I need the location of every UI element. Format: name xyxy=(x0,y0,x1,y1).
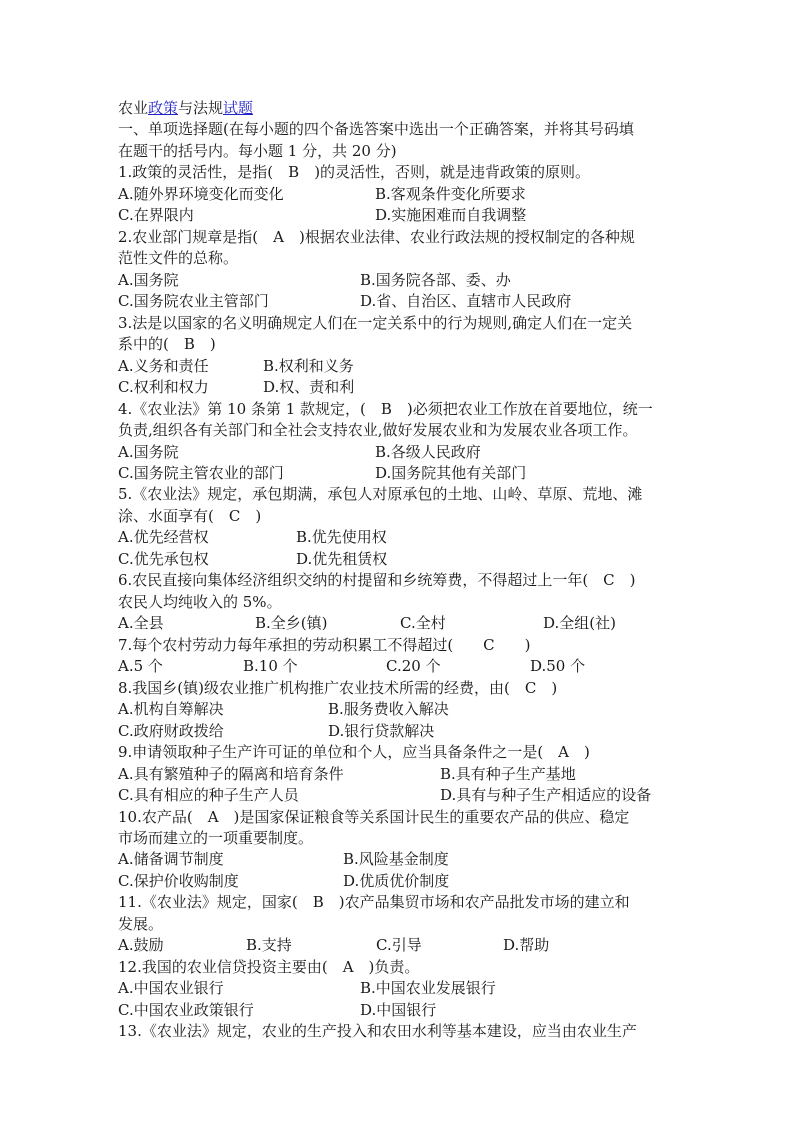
question-stem: 发展。 xyxy=(118,914,164,933)
question-stem: 7.每个农村劳动力每年承担的劳动积累工不得超过( C ) xyxy=(118,635,531,654)
title-text: 农业 xyxy=(118,99,149,117)
answer-option: C.国务院农业主管部门 xyxy=(118,292,269,311)
answer-option: B.服务费收入解决 xyxy=(328,700,449,719)
answer-option: D.银行贷款解决 xyxy=(328,721,435,740)
question-stem: 农民人均纯收入的 5%。 xyxy=(118,592,282,611)
answer-option: C.权利和权力 xyxy=(118,378,209,397)
answer-option: D.实施困难而自我调整 xyxy=(375,206,527,225)
answer-option: C.国务院主管农业的部门 xyxy=(118,463,284,482)
title-link[interactable]: 试题 xyxy=(223,99,254,117)
answer-option: A.全县 xyxy=(118,614,164,633)
question-stem: 2.农业部门规章是指( A )根据农业法律、农业行政法规的授权制定的各种规 xyxy=(118,227,635,246)
answer-option: B.支持 xyxy=(246,936,292,955)
answer-option: D.帮助 xyxy=(503,936,550,955)
question-stem: 13.《农业法》规定，农业的生产投入和农田水利等基本建设，应当由农业生产 xyxy=(118,1022,637,1041)
answer-option: A.国务院 xyxy=(118,270,179,289)
answer-option: A.储备调节制度 xyxy=(118,850,224,869)
answer-option: C.引导 xyxy=(376,936,422,955)
answer-option: C.20 个 xyxy=(386,657,441,676)
question-stem: 10.农产品( A )是国家保证粮食等关系国计民生的重要农产品的供应、稳定 xyxy=(118,807,630,826)
answer-option: B.权利和义务 xyxy=(263,356,354,375)
answer-option: B.客观条件变化所要求 xyxy=(375,184,526,203)
answer-option: B.中国农业发展银行 xyxy=(360,979,496,998)
question-stem: 3.法是以国家的名义明确规定人们在一定关系中的行为规则,确定人们在一定关 xyxy=(118,313,633,332)
answer-option: A.5 个 xyxy=(118,657,163,676)
title-text: 与法规 xyxy=(178,99,224,117)
answer-option: D.50 个 xyxy=(530,657,586,676)
question-stem: 5.《农业法》规定，承包期满，承包人对原承包的土地、山岭、草原、荒地、滩 xyxy=(118,485,643,504)
question-stem: 涂、水面享有( C ) xyxy=(118,506,262,525)
question-stem: 系中的( B ) xyxy=(118,335,216,354)
question-stem: 12.我国的农业信贷投资主要由( A )负责。 xyxy=(118,957,420,976)
answer-option: C.具有相应的种子生产人员 xyxy=(118,786,299,805)
answer-option: A.随外界环境变化而变化 xyxy=(118,184,284,203)
answer-option: B.国务院各部、委、办 xyxy=(360,270,511,289)
answer-option: C.在界限内 xyxy=(118,206,194,225)
answer-option: D.全组(社) xyxy=(543,614,616,633)
answer-option: B.优先使用权 xyxy=(296,528,387,547)
answer-option: A.具有繁殖种子的隔离和培育条件 xyxy=(118,764,344,783)
question-stem: 4.《农业法》第 10 条第 1 款规定，( B )必须把农业工作放在首要地位，统一 xyxy=(118,399,653,418)
answer-option: C.全村 xyxy=(400,614,446,633)
answer-option: D.权、责和利 xyxy=(263,378,355,397)
answer-option: A.机构自筹解决 xyxy=(118,700,224,719)
answer-option: B.风险基金制度 xyxy=(343,850,449,869)
title-link[interactable]: 政策 xyxy=(148,99,179,117)
answer-option: A.中国农业银行 xyxy=(118,979,224,998)
question-stem: 市场而建立的一项重要制度。 xyxy=(118,828,314,847)
answer-option: A.义务和责任 xyxy=(118,356,209,375)
question-stem: 范性文件的总称。 xyxy=(118,249,239,268)
answer-option: D.国务院其他有关部门 xyxy=(375,463,527,482)
answer-option: D.省、自治区、直辖市人民政府 xyxy=(360,292,572,311)
question-stem: 1.政策的灵活性，是指( B )的灵活性，否则，就是违背政策的原则。 xyxy=(118,163,591,182)
answer-option: C.中国农业政策银行 xyxy=(118,1000,254,1019)
answer-option: D.中国银行 xyxy=(360,1000,437,1019)
section-intro: 在题干的括号内。每小题 1 分，共 20 分) xyxy=(118,141,397,160)
question-stem: 8.我国乡(镇)级农业推广机构推广农业技术所需的经费，由( C ) xyxy=(118,678,558,697)
question-stem: 6.农民直接向集体经济组织交纳的村提留和乡统筹费，不得超过上一年( C ) xyxy=(118,571,636,590)
answer-option: A.优先经营权 xyxy=(118,528,209,547)
document-title xyxy=(118,98,253,119)
section-intro: 一、单项选择题(在每小题的四个备选答案中选出一个正确答案，并将其号码填 xyxy=(118,120,634,139)
question-stem: 11.《农业法》规定，国家( B )农产品集贸市场和农产品批发市场的建立和 xyxy=(118,893,630,912)
answer-option: B.全乡(镇) xyxy=(255,614,328,633)
answer-option: D.优质优价制度 xyxy=(343,871,450,890)
question-stem: 9.申请领取种子生产许可证的单位和个人，应当具备条件之一是( A ) xyxy=(118,743,590,762)
question-stem: 负责,组织各有关部门和全社会支持农业,做好发展农业和为发展农业各项工作。 xyxy=(118,421,638,440)
answer-option: B.各级人民政府 xyxy=(375,442,481,461)
answer-option: D.优先租赁权 xyxy=(296,549,388,568)
answer-option: D.具有与种子生产相适应的设备 xyxy=(440,786,652,805)
answer-option: C.优先承包权 xyxy=(118,549,209,568)
answer-option: A.鼓励 xyxy=(118,936,164,955)
answer-option: B.具有种子生产基地 xyxy=(440,764,576,783)
answer-option: A.国务院 xyxy=(118,442,179,461)
answer-option: C.政府财政拨给 xyxy=(118,721,224,740)
answer-option: B.10 个 xyxy=(243,657,298,676)
answer-option: C.保护价收购制度 xyxy=(118,871,239,890)
